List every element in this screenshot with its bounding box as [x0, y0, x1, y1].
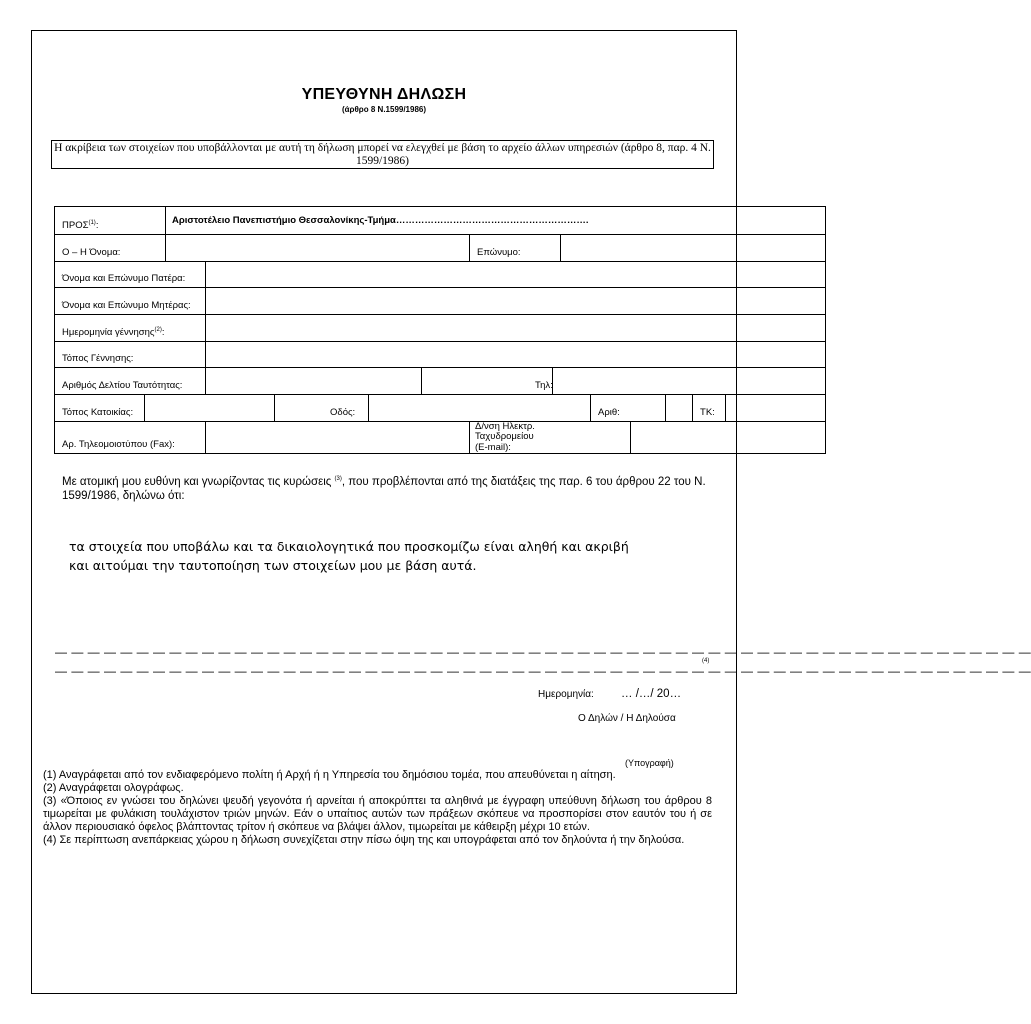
row-address	[55, 395, 826, 422]
declaration-text: Με ατομική μου ευθύνη και γνωρίζοντας τις κυρώσεις $^{(3)}$, που προβλέπονται από της διατάξεις της παρ. 6 του άρθρου 22 του Ν. 1599/1986, δηλώνω ότι:	[62, 475, 706, 502]
row-id	[55, 368, 826, 395]
id-number-field[interactable]	[206, 368, 422, 395]
birthdate-label: Ημερομηνία γέννησης$^{(2)}$:	[55, 315, 206, 342]
first-name-field[interactable]	[166, 235, 470, 262]
signature-label: (Υπογραφή)	[625, 758, 674, 768]
continuation-line-2: — — — — — — — — — — — — — — — — — — — — — — — — — — — — — — — — — — — — — — — — — — — — — — — — — — — — — — — — — — — —	[55, 664, 1031, 678]
phone-field[interactable]	[553, 368, 826, 395]
number-field[interactable]	[666, 395, 693, 422]
document-title: ΥΠΕΥΘΥΝΗ ΔΗΛΩΣΗ	[301, 86, 467, 103]
footnote-ref-2: (2)	[154, 326, 162, 333]
footnote-4: (4) Σε περίπτωση ανεπάρκειας χώρου η δήλωση συνεχίζεται στην πίσω όψη της και υπογράφεται από τον δηλούντα ή την δηλούσα.	[43, 834, 685, 846]
date-label: Ημερομηνία:	[538, 689, 594, 700]
surname-field[interactable]	[561, 235, 826, 262]
declarant-label: Ο Δηλών / Η Δηλούσα	[578, 713, 676, 724]
father-name-field[interactable]	[206, 261, 826, 288]
id-number-label: Αριθμός Δελτίου Ταυτότητας:	[55, 368, 206, 395]
footnote-ref-3: (3)	[334, 476, 342, 482]
first-name-label: Ο – Η Όνομα:	[55, 235, 166, 262]
row-mother	[55, 288, 826, 315]
birthdate-field[interactable]	[206, 315, 826, 342]
postcode-field[interactable]	[726, 395, 826, 422]
email-field[interactable]	[631, 421, 826, 454]
row-recipient	[55, 207, 826, 235]
residence-label: Τόπος Κατοικίας:	[55, 395, 145, 422]
declaration-form	[54, 206, 826, 454]
number-label: Αριθ:	[591, 395, 666, 422]
footnote-2: (2) Αναγράφεται ολογράφως.	[43, 782, 184, 794]
document-subtitle: (άρθρο 8 Ν.1599/1986)	[341, 105, 427, 114]
footnote-ref-1: (1)	[88, 219, 96, 226]
footnotes	[43, 769, 712, 847]
email-label: Δ/νση Ηλεκτρ. Ταχυδρομείου (E-mail):	[470, 421, 631, 454]
statement-line-1: τα στοιχεία που υποβάλω και τα δικαιολογητικά που προσκομίζω είναι αληθή και ακριβή	[69, 539, 629, 554]
residence-field[interactable]	[145, 395, 275, 422]
mother-name-label: Όνομα και Επώνυμο Μητέρας:	[55, 288, 206, 315]
birthplace-label: Τόπος Γέννησης:	[55, 341, 206, 368]
father-name-label: Όνομα και Επώνυμο Πατέρα:	[55, 261, 206, 288]
surname-label: Επώνυμο:	[470, 235, 561, 262]
birthplace-field[interactable]	[206, 341, 826, 368]
pros-label: ΠΡΟΣ$^{(1)}$:	[55, 207, 166, 235]
continuation-line-1: — — — — — — — — — — — — — — — — — — — — — — — — — — — — — — — — — — — — — — — — — — — — — — — — — — — — — — — — — — — —	[55, 645, 1031, 659]
statement-text[interactable]	[69, 537, 709, 575]
street-field[interactable]	[369, 395, 591, 422]
recipient-field[interactable]: Αριστοτέλειο Πανεπιστήμιο Θεσσαλονίκης-Τμήμα…………………………………………………….	[166, 207, 826, 235]
fax-field[interactable]	[206, 421, 470, 454]
row-name	[55, 235, 826, 262]
row-contact	[55, 421, 826, 454]
footnote-ref-4: (4)	[702, 658, 710, 664]
mother-name-field[interactable]	[206, 288, 826, 315]
date-field[interactable]: … /…/ 20…	[621, 688, 682, 700]
row-birthdate	[55, 315, 826, 342]
footnote-1: (1) Αναγράφεται από τον ενδιαφερόμενο πολίτη ή Αρχή ή η Υπηρεσία του δημόσιου τομέα, που απευθύνεται η αίτηση.	[43, 769, 616, 781]
phone-label: Τηλ:	[422, 368, 553, 395]
postcode-label: ΤΚ:	[693, 395, 726, 422]
accuracy-notice: Η ακρίβεια των στοιχείων που υποβάλλονται με αυτή τη δήλωση μπορεί να ελεγχθεί με βάση το αρχείο άλλων υπηρεσιών (άρθρο 8, παρ. 4 Ν. 1599/1986)	[51, 140, 714, 169]
row-father	[55, 261, 826, 288]
street-label: Οδός:	[275, 395, 369, 422]
statement-line-2: και αιτούμαι την ταυτοποίηση των στοιχείων μου με βάση αυτά.	[69, 558, 477, 573]
footnote-3: (3) «Όποιος εν γνώσει του δηλώνει ψευδή γεγονότα ή αρνείται ή αποκρύπτει τα αληθινά με έγγραφη υπεύθυνη δήλωση του άρθρου 8 τιμωρείται με φυλάκιση τουλάχιστον τριών μηνών. Εάν ο υπαίτιος αυτών των πράξεων σκόπευε να προσπορίσει στον εαυτόν του ή σε άλλον περιουσιακό όφελος βλάπτοντας τρίτον ή σκόπευε να βλάψει άλλον, τιμωρείται με κάθειρξη μέχρι 10 ετών.	[43, 795, 712, 833]
row-birthplace	[55, 341, 826, 368]
fax-label: Αρ. Τηλεομοιοτύπου (Fax):	[55, 421, 206, 454]
page-frame	[31, 30, 1031, 994]
